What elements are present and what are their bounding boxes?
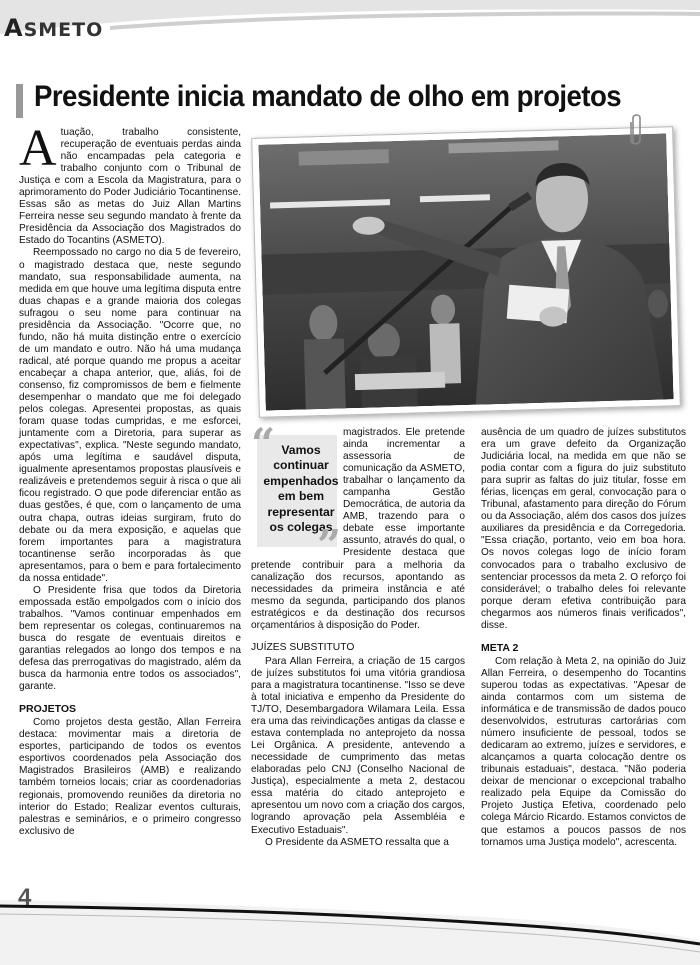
close-quote-icon: ” [317,521,342,570]
article-title-block [16,80,686,120]
lead-text: tuação, trabalho consistente, recuperação de eventuais perdas ainda não encampadas pela categoria e trabalho conjunto com o Tribunal de Justiça e com a Escola da Magistratura, para o aprimoramento do Poder Judiciário Tocantinense. Essas são as metas do Juiz Allan Martins Ferreira nesse seu segundo mandato à frente da Presidência da Associação dos Magistrados do Estado do Tocantins (ASMETO). [19,127,242,247]
paragraph-3: O Presidente frisa que todos da Diretoria empossada estão empolgados com o início dos trabalhos. "Vamos continuar empenhados em bem representar os colegas, continuaremos na busca do resgate de eventuais direitos e garantias relegados ao longo dos tempos e na defesa das prerrogativas do magistrado, além da busca da harmonia entre todos os associados", garante. [19,584,241,693]
drop-cap: A [19,120,57,177]
heading-meta-2: META 2 [481,641,519,654]
footer-swoosh [0,880,700,965]
pull-quote-spacer [251,427,343,551]
article-column-2 [251,427,465,849]
article-photo [251,126,681,418]
lead-paragraph [19,120,242,247]
logo-text: SMETO [23,19,104,41]
paragraph-2: Reempossado no cargo no dia 5 de fevereiro, o magistrado destaca que, neste segundo mandato, sua responsabilidade aumenta, na medida em que houve uma legítima disputa entre duas chapas e a grande maioria dos colegas sufragou o seu nome para continuar na presidência da Associação. "Ocorre que, no fundo, não há muita distinção entre o exercício de um mandato e outro. Não há uma mudança radical, até porque quando me propus a aceitar encabeçar a chapa anterior, que, aliás, foi de consenso, fiz compromissos de bem e fielmente desempenhar o mandato que me foi delegado pelos colegas. Apresentei propostas, as quais foram quase todas cumpridas, e me esforcei, juntamente com a Diretoria, para superar as expectativas", explica. "Neste segundo mandato, após uma legítima e saudável disputa, igualmente apresentamos propostas plausíveis e realizáveis e pretendemos seguir à risca o que ali ficou registrado. O que pode diferenciar então as duas gestões, é que, com o lançamento de uma outra chapa, outras ideias surgiram, fruto do debate ou da mera exposição, e aquelas que forem importantes para a magistratura tocantinense serão incorporadas às que apresentamos, para o bem e para fortalecimento da nossa entidade". [19,247,241,584]
column3-paragraph-2: Com relação à Meta 2, na opinião do Juiz Allan Ferreira, o desempenho do Tocantins superou todas as expectativas. "Apesar de ainda contarmos com um sistema de informática e de transmissão de dados pouco desenvolvidos, estruturas cartorárias com número insuficiente de pessoal, todos se dedicaram ao extremo, juízes e servidores, e alcançamos a quarta colocação dentre os tribunais estaduais", destaca. "Não poderia deixar de mencionar o excepcional trabalho realizado pela Equipe da Comissão do Projeto Justiça Efetiva, coordenado pelo colega Márcio Ricardo. Estamos convictos de que estamos a poucos passos de nos tornamos uma Justiça modelo", acrescenta. [481,655,686,848]
column2-paragraph-2: Para Allan Ferreira, a criação de 15 cargos de juízes substitutos foi uma vitória grandiosa para a magistratura tocantinense. "Isso se deve à total iniciativa e empenho da Presidente do TJ/TO, Desembargadora Wilamara Leila. Essa era uma das reivindicações antigas da classe e estava contemplada no anteprojeto da nossa Lei Orgânica. A presidente, antevendo a necessidade de cumprimento das metas elaboradas pelo CNJ (Conselho Nacional de Justiça), especialmente a meta 2, destacou essa matéria do citado anteprojeto e apresentou um novo com a criação dos cargos, logrando aprovação pela Assembléia e Executivo Estaduais". [251,655,465,836]
column2-paragraph-3: O Presidente da ASMETO ressalta que a [265,836,449,848]
page-header [0,0,700,42]
article-column-1 [19,120,242,838]
paragraph-projetos: Como projetos desta gestão, Allan Ferreira destaca: movimentar mais a diretoria de esportes, participando de todos os eventos esportivos coordenados pela Associação dos Magistrados Brasileiros (AMB) e realizando também torneios locais; criar as coordenadorias regionais, promovendo reuniões da diretoria no interior do Estado; Realizar eventos culturais, palestras e seminários, e o primeiro congresso exclusivo de [19,717,241,837]
logo-mark: A [4,14,24,42]
photo-president-speaking [258,133,673,410]
photo-image [258,133,673,410]
pull-quote-text: Vamos continuar empenhados em bem representar os colegas [263,443,339,535]
asmeto-logo[interactable] [4,14,103,42]
title-accent-bar [16,84,23,118]
article-column-3 [481,427,686,849]
heading-juizes-substituto: JUÍZES SUBSTITUTO [251,641,355,653]
paper-clip-icon [628,112,644,148]
page-number: 4 [18,884,32,911]
article-title: Presidente inicia mandato de olho em projetos [34,80,622,113]
heading-projetos: PROJETOS [19,703,76,716]
column3-paragraph-1: ausência de um quadro de juízes substitutos era um grave defeito da Organização Judiciária local, na medida em que não se podia contar com a figura do juiz substituto para suprir as faltas do juiz titular, fosse em férias, licenças em geral, convocação para o Tribunal, afastamento para direção do Fórum ou da Associação, além dos casos dos juízes auxiliares da presidência e da Corregedoria. "Essa criação, portanto, veio em boa hora. Os novos colegas logo de início foram convocados para o trabalho exclusivo de sentenciar processos da meta 2. O reforço foi considerável; o trabalho deles foi relevante porque deram efetiva contribuição para chegarmos aos números finais verificados", disse. [481,427,686,631]
column2-paragraph-1: magistrados. Ele pretende ainda incrementar a assessoria de comunicação da ASMETO, trabalhar o lançamento da campanha Gestão Democrática, de autoria da AMB, trazendo para o debate esse importante assunto, através do qual, o Presidente destaca que pretende contribuir para a melhoria da canalização dos recursos, apontando as necessidades da primeira instância e até mesmo da segunda, participando dos planos estratégicos e da destinação dos recursos orçamentários à disposição do Poder. [251,427,465,631]
header-stripe [0,0,700,42]
open-quote-icon: “ [251,419,276,468]
